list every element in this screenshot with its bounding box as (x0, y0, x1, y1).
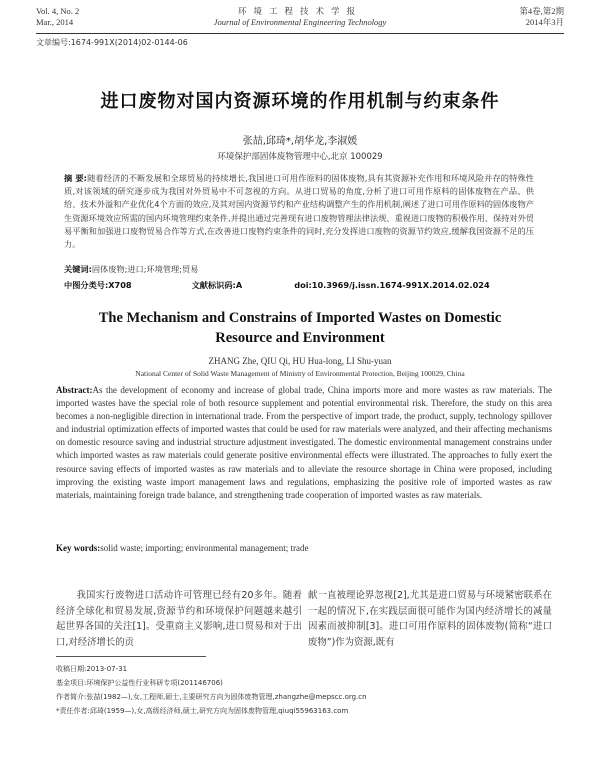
abstract-text-cn: 随着经济的不断发展和全球贸易的持续增长,我国进口可用作原料的固体废物,具有其资源补充作用和环境风险并存的特殊性质,对该领域的研究逐步成为我国对外贸易中不可忽视的方向。从进口贸易的角度,分析了进口可用作原料的固体废物在产品、供给、技术外溢和产业优化4个方面的效应,及其对国内资源节约和产业结构调整产生的作用机制,阐述了进口可用作原料的固体废物产生资源环境效应所需的国内环境管理约束条件,并提出通过完善现有进口废物管理法律法规、重视进口废物的积极作用、保持对外贸易平衡和加强进口废物贸易合作等方式,在改善进口废物约束条件的同时,充分发挥进口废物的资源节约效应,缓解我国资源不足的压力。 (64, 173, 534, 250)
header-rule (36, 33, 564, 34)
authors-cn: 张喆,邱琦*,胡华龙,李淑媛 (242, 136, 358, 147)
keywords-text-en: solid waste; importing; environmental management; trade (100, 543, 309, 553)
affiliation-en: National Center of Solid Waste Management of Ministry of Environmental Protection, Beijing 100029, China (135, 369, 465, 378)
header-center (0, 6, 600, 28)
footnote-rule (56, 656, 206, 657)
affiliation-cn: 环境保护部固体废物管理中心,北京 100029 (217, 152, 383, 162)
issue-date-cn: 2014年3月 (525, 17, 564, 27)
abstract-cn (64, 172, 534, 251)
document-code: 文献标识码:A (191, 280, 243, 290)
body-text-right: 献一直被理论界忽视[2],尤其是进口贸易与环境紧密联系在一起的情况下,在实践层面很可能作为国内经济增长的减量因素而被抑制[3]。进口可用作原料的固体废物(简称“进口废物”)作为资源,既有 (308, 590, 552, 648)
footnotes (56, 662, 556, 718)
header-right (519, 6, 564, 28)
keywords-text-cn: 固体废物;进口;环境管理;贸易 (91, 264, 199, 274)
body-text-left: 我国实行废物进口活动许可管理已经有20多年。随着经济全球化和贸易发展,资源节约和环境保护问题越来越引起世界各国的关注[1]。受重商主义影响,进口贸易和对于出口,对经济增长的贡 (56, 590, 302, 648)
class-number: 中图分类号:X708 (64, 280, 132, 290)
journal-title-cn: 环境工程技术学报 (237, 6, 362, 16)
abstract-label-en: Abstract: (56, 385, 93, 395)
abstract-en (56, 384, 552, 502)
volume-issue-cn: 第4卷,第2期 (519, 6, 564, 16)
footnote-author-intro: 作者简介:张喆(1982—),女,工程师,硕士,主要研究方向为固体废物管理,zhangzhe@mepscc.org.cn (56, 693, 367, 701)
title-en-line2: Resource and Environment (215, 330, 385, 346)
title-cn: 进口废物对国内资源环境的作用机制与约束条件 (100, 91, 500, 112)
footnote-received: 收稿日期:2013-07-31 (56, 665, 128, 673)
body-column-left (56, 588, 302, 650)
issue-date: Mar., 2014 (36, 17, 74, 27)
keywords-en (56, 543, 552, 553)
keywords-label-cn: 关键词: (64, 264, 92, 274)
authors-en: ZHANG Zhe, QIU Qi, HU Hua-long, LI Shu-yuan (208, 356, 392, 366)
article-number: 文章编号:1674-991X(2014)02-0144-06 (36, 38, 188, 47)
keywords-label-en: Key words: (56, 543, 101, 553)
footnote-fund: 基金项目:环境保护公益性行业科研专项(201146706) (56, 679, 223, 687)
body-column-right (308, 588, 552, 650)
title-en-line1: The Mechanism and Constrains of Imported Wastes on Domestic (98, 310, 502, 326)
abstract-text-en: As the development of economy and increase of global trade, China imports more and more wastes as raw materials. The imported wastes have the special role of both resource supplement and potential environmental risk. Therefore, the study on this area becomes a non-negligible direction in international trade. From the perspective of import trade, the product, supply, technology spillover and industrial optimization effects of imported wastes that could be used for raw materials were analyzed, and their affecting mechanisms on domestic resource saving and industrial structure adjustment investigated. The domestic environmental management constrains under which imported wastes as raw materials could generate positive environmental effects were illustrated. The approaches to fully exert the resource saving effects of imported wastes as raw materials and to alleviate the resource shortage in China were proposed, including improving the existing waste import management laws and regulations, emphasizing the positive role of imported wastes as raw materials, maintaining foreign trade balance, and strengthening trade cooperation of imported wastes as raw materials. (56, 385, 552, 500)
abstract-label-cn: 摘 要: (64, 173, 87, 183)
journal-title-en: Journal of Environmental Engineering Technology (213, 17, 387, 27)
title-en (0, 308, 600, 348)
footnote-corresponding: *责任作者:邱琦(1959—),女,高级经济师,硕士,研究方向为固体废物管理,qiuqi55963163.com (56, 707, 349, 715)
keywords-cn (64, 264, 198, 275)
volume-issue: Vol. 4, No. 2 (36, 6, 80, 16)
classification-line (64, 280, 544, 291)
doi: doi:10.3969/j.issn.1674-991X.2014.02.024 (294, 280, 490, 290)
